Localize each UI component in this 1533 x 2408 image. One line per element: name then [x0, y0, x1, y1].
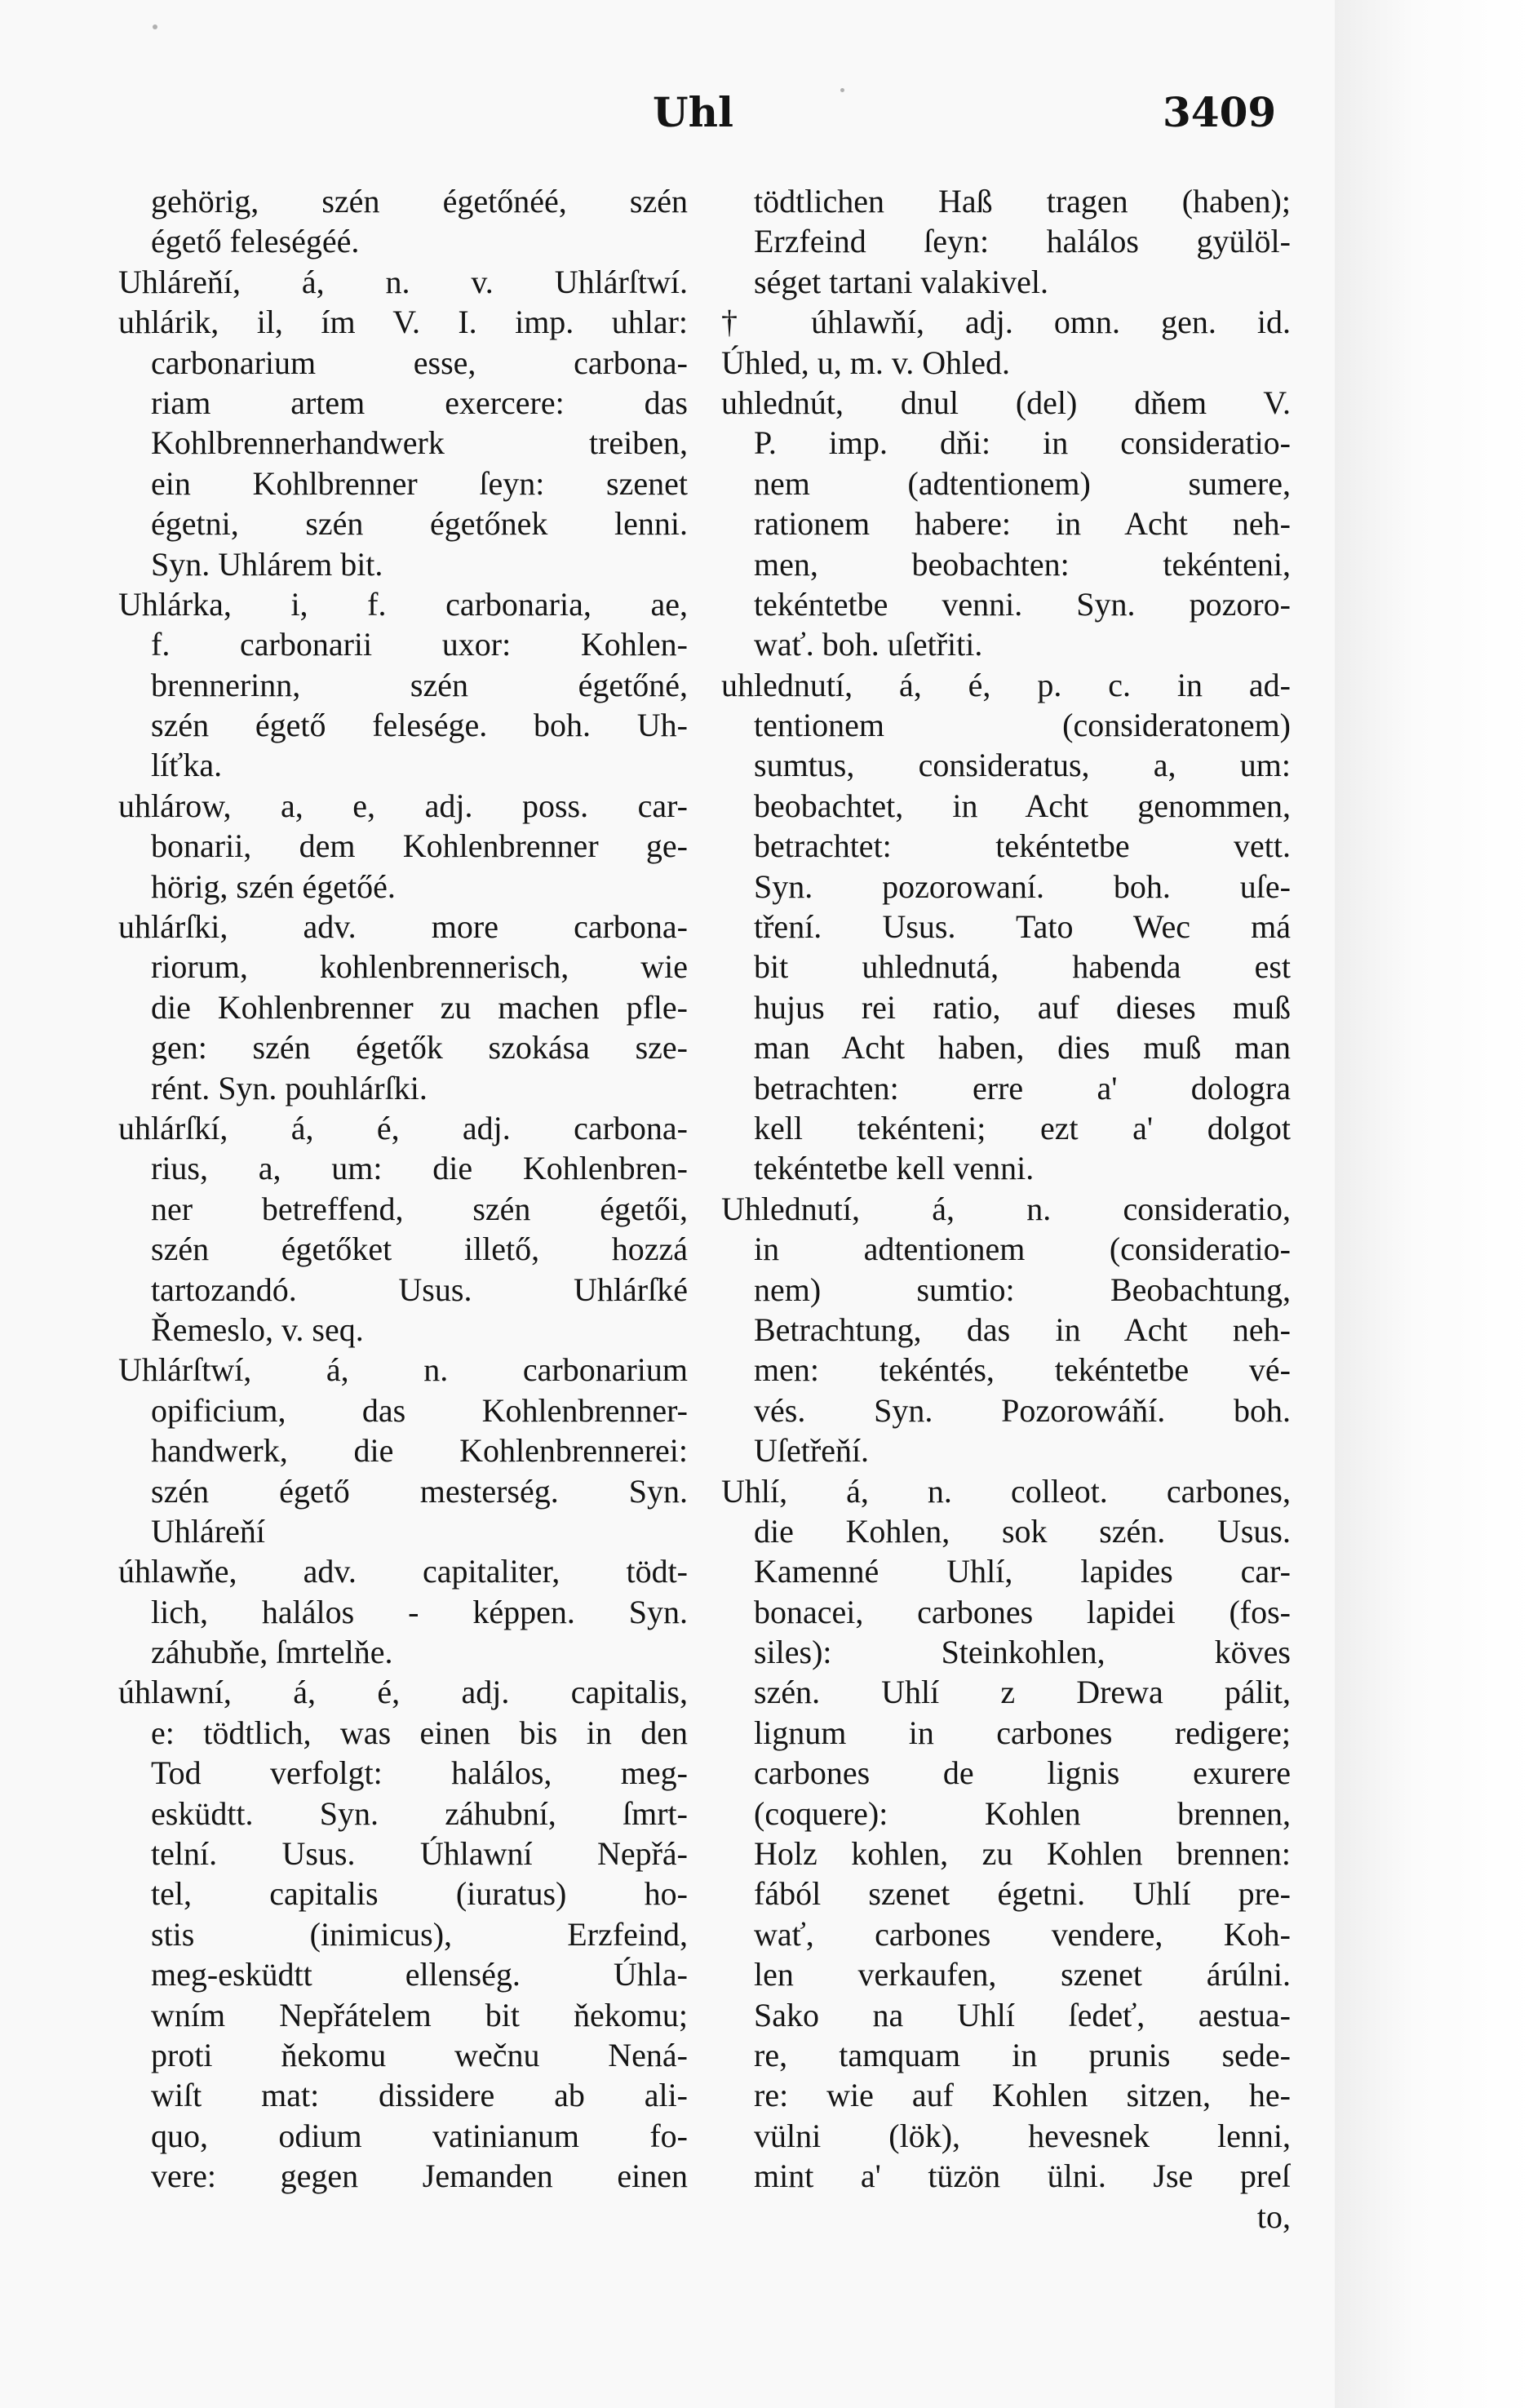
- right-column: [721, 181, 1291, 2237]
- dictionary-line: bonarii, dem Kohlenbrenner ge-: [151, 827, 688, 865]
- dictionary-line: gen: szén égetők szokása sze-: [151, 1029, 688, 1067]
- dictionary-line: séget tartani valakivel.: [754, 263, 1048, 300]
- dictionary-line: f. carbonarii uxor: Kohlen-: [151, 626, 688, 663]
- dictionary-line: wať. boh. uſetřiti.: [754, 626, 983, 663]
- dictionary-line: Uhláreňí, á, n. v. Uhlárſtwí.: [118, 263, 688, 300]
- dictionary-line: Uhlednutí, á, n. consideratio,: [721, 1190, 1291, 1227]
- dictionary-line: tentionem (consideratonem): [754, 707, 1291, 744]
- dictionary-line: proti ňekomu wečnu Nená-: [151, 2036, 688, 2073]
- dictionary-line: re: wie auf Kohlen sitzen, he-: [754, 2077, 1291, 2114]
- dictionary-line: bonacei, carbones lapidei (fos-: [754, 1593, 1291, 1630]
- dictionary-line: szén égető felesége. boh. Uh-: [151, 707, 688, 744]
- dictionary-line: záhubňe, ſmrtelňe.: [151, 1634, 393, 1671]
- dictionary-line: carbones de lignis exurere: [754, 1754, 1291, 1792]
- dictionary-line: Uhlárſtwí, á, n. carbonarium: [118, 1351, 688, 1389]
- dictionary-line: meg-esküdtt ellenség. Úhla-: [151, 1956, 688, 1993]
- dictionary-line: (coquere): Kohlen brennen,: [754, 1794, 1291, 1832]
- page-number: 3409: [1163, 88, 1277, 136]
- dictionary-line: úhlawní, á, é, adj. capitalis,: [118, 1674, 688, 1711]
- dictionary-line: brennerinn, szén égetőné,: [151, 666, 688, 703]
- dictionary-line: tel, capitalis (iuratus) ho-: [151, 1875, 688, 1913]
- dictionary-line: ner betreffend, szén égetői,: [151, 1190, 688, 1227]
- dictionary-line: opificium, das Kohlenbrenner-: [151, 1391, 688, 1429]
- dictionary-line: tekéntetbe venni. Syn. pozoro-: [754, 585, 1291, 623]
- dictionary-line: tření. Usus. Tato Wec má: [754, 908, 1291, 946]
- dictionary-line: szén. Uhlí z Drewa pálit,: [754, 1674, 1291, 1711]
- dictionary-line: uhlárik, il, ím V. I. imp. uhlar:: [118, 304, 688, 341]
- dictionary-line: quo, odium vatinianum fo-: [151, 2117, 688, 2154]
- print-speck: [840, 88, 844, 92]
- dictionary-line: Syn. pozorowaní. boh. uſe-: [754, 867, 1291, 905]
- dictionary-line: P. imp. dňi: in consideratio-: [754, 424, 1291, 462]
- dictionary-line: Syn. Uhlárem bit.: [151, 545, 383, 583]
- dictionary-line: szén égető mesterség. Syn.: [151, 1472, 688, 1510]
- dictionary-line: beobachtet, in Acht genommen,: [754, 787, 1291, 824]
- dictionary-line: rationem habere: in Acht neh-: [754, 505, 1291, 543]
- dictionary-line: Holz kohlen, zu Kohlen brennen:: [754, 1835, 1291, 1873]
- print-speck: [153, 24, 157, 29]
- dictionary-line: bit uhlednutá, habenda est: [754, 948, 1291, 986]
- dictionary-line: betrachtet: tekéntetbe vett.: [754, 827, 1291, 865]
- dictionary-line: tekéntetbe kell venni.: [754, 1150, 1035, 1187]
- dictionary-line: in adtentionem (consideratio-: [754, 1231, 1291, 1268]
- dictionary-line: handwerk, die Kohlenbrennerei:: [151, 1432, 688, 1470]
- dictionary-line: égetni, szén égetőnek lenni.: [151, 505, 688, 543]
- dictionary-line: re, tamquam in prunis sede-: [754, 2036, 1291, 2073]
- dictionary-line: stis (inimicus), Erzfeind,: [151, 1915, 688, 1953]
- dictionary-line: Sako na Uhlí ſedeť, aestua-: [754, 1996, 1291, 2033]
- dictionary-line: uhlárow, a, e, adj. poss. car-: [118, 787, 688, 824]
- dictionary-line: wať, carbones vendere, Koh-: [754, 1915, 1291, 1953]
- dictionary-line: riam artem exercere: das: [151, 384, 688, 421]
- dictionary-line: vülni (lök), hevesnek lenni,: [754, 2117, 1291, 2154]
- dictionary-line: telní. Usus. Úhlawní Nepřá-: [151, 1835, 688, 1873]
- dictionary-line: lignum in carbones redigere;: [754, 1714, 1291, 1751]
- dictionary-line: esküdtt. Syn. záhubní, ſmrt-: [151, 1794, 688, 1832]
- dictionary-line: Řemeslo, v. seq.: [151, 1310, 364, 1348]
- dictionary-line: e: tödtlich, was einen bis in den: [151, 1714, 688, 1751]
- dictionary-line: siles): Steinkohlen, köves: [754, 1634, 1291, 1671]
- dictionary-line: vés. Syn. Pozorowáňí. boh.: [754, 1391, 1291, 1429]
- dictionary-line: Betrachtung, das in Acht neh-: [754, 1310, 1291, 1348]
- dictionary-line: uhlednút, dnul (del) dňem V.: [721, 384, 1291, 421]
- dictionary-line: man Acht haben, dies muß man: [754, 1029, 1291, 1067]
- dictionary-line: Erzfeind ſeyn: halálos gyülöl-: [754, 223, 1291, 260]
- dictionary-line: wním Nepřátelem bit ňekomu;: [151, 1996, 688, 2033]
- dictionary-line: tödtlichen Haß tragen (haben);: [754, 183, 1291, 220]
- dictionary-line: wiſt mat: dissidere ab ali-: [151, 2077, 688, 2114]
- dictionary-line: nem (adtentionem) sumere,: [754, 464, 1291, 502]
- dictionary-line: men: tekéntés, tekéntetbe vé-: [754, 1351, 1291, 1389]
- dictionary-line: kell tekénteni; ezt a' dolgot: [754, 1109, 1291, 1146]
- dictionary-line: to,: [1256, 2197, 1291, 2235]
- dictionary-line: uhlednutí, á, é, p. c. in ad-: [721, 666, 1291, 703]
- dictionary-line: rius, a, um: die Kohlenbren-: [151, 1150, 688, 1187]
- dictionary-line: hörig, szén égetőé.: [151, 867, 396, 905]
- dictionary-line: die Kohlen, sok szén. Usus.: [754, 1512, 1291, 1550]
- dictionary-line: tartozandó. Usus. Uhlárſké: [151, 1271, 688, 1308]
- dictionary-line: ein Kohlbrenner ſeyn: szenet: [151, 464, 688, 502]
- dictionary-line: égető feleségéé.: [151, 223, 360, 260]
- dictionary-line: die Kohlenbrenner zu machen pfle-: [151, 988, 688, 1026]
- left-column: [118, 181, 688, 2197]
- dictionary-line: Kamenné Uhlí, lapides car-: [754, 1553, 1291, 1590]
- dictionary-line: Úhled, u, m. v. Ohled.: [721, 344, 1011, 381]
- page-edge-shadow: [1335, 0, 1533, 2408]
- dictionary-line: nem) sumtio: Beobachtung,: [754, 1271, 1291, 1308]
- dictionary-line: uhlárſkí, á, é, adj. carbona-: [118, 1109, 688, 1146]
- dictionary-line: † úhlawňí, adj. omn. gen. id.: [721, 304, 1291, 341]
- dictionary-line: Kohlbrennerhandwerk treiben,: [151, 424, 688, 462]
- dictionary-line: gehörig, szén égetőnéé, szén: [151, 183, 688, 220]
- dictionary-line: szén égetőket illető, hozzá: [151, 1231, 688, 1268]
- dictionary-line: uhlárſki, adv. more carbona-: [118, 908, 688, 946]
- running-head: Uhl: [653, 88, 733, 136]
- dictionary-line: vere: gegen Jemanden einen: [151, 2157, 688, 2195]
- dictionary-line: sumtus, consideratus, a, um:: [754, 747, 1291, 784]
- dictionary-line: fából szenet égetni. Uhlí pre-: [754, 1875, 1291, 1913]
- dictionary-line: riorum, kohlenbrennerisch, wie: [151, 948, 688, 986]
- dictionary-line: Uhlárka, i, f. carbonaria, ae,: [118, 585, 688, 623]
- dictionary-line: hujus rei ratio, auf dieses muß: [754, 988, 1291, 1026]
- dictionary-line: mint a' tüzön ülni. Jse preſ: [754, 2157, 1291, 2195]
- dictionary-line: rént. Syn. pouhlárſki.: [151, 1069, 428, 1106]
- dictionary-line: Tod verfolgt: halálos, meg-: [151, 1754, 688, 1792]
- dictionary-line: Uſetřeňí.: [754, 1432, 870, 1470]
- dictionary-line: Uhláreňí: [151, 1512, 265, 1550]
- dictionary-line: Uhlí, á, n. colleot. carbones,: [721, 1472, 1291, 1510]
- dictionary-line: líťka.: [151, 747, 223, 784]
- dictionary-line: lich, halálos - képpen. Syn.: [151, 1593, 688, 1630]
- dictionary-line: betrachten: erre a' dologra: [754, 1069, 1291, 1106]
- dictionary-line: carbonarium esse, carbona-: [151, 344, 688, 381]
- dictionary-line: len verkaufen, szenet árúlni.: [754, 1956, 1291, 1993]
- dictionary-line: men, beobachten: tekénteni,: [754, 545, 1291, 583]
- dictionary-line: úhlawňe, adv. capitaliter, tödt-: [118, 1553, 688, 1590]
